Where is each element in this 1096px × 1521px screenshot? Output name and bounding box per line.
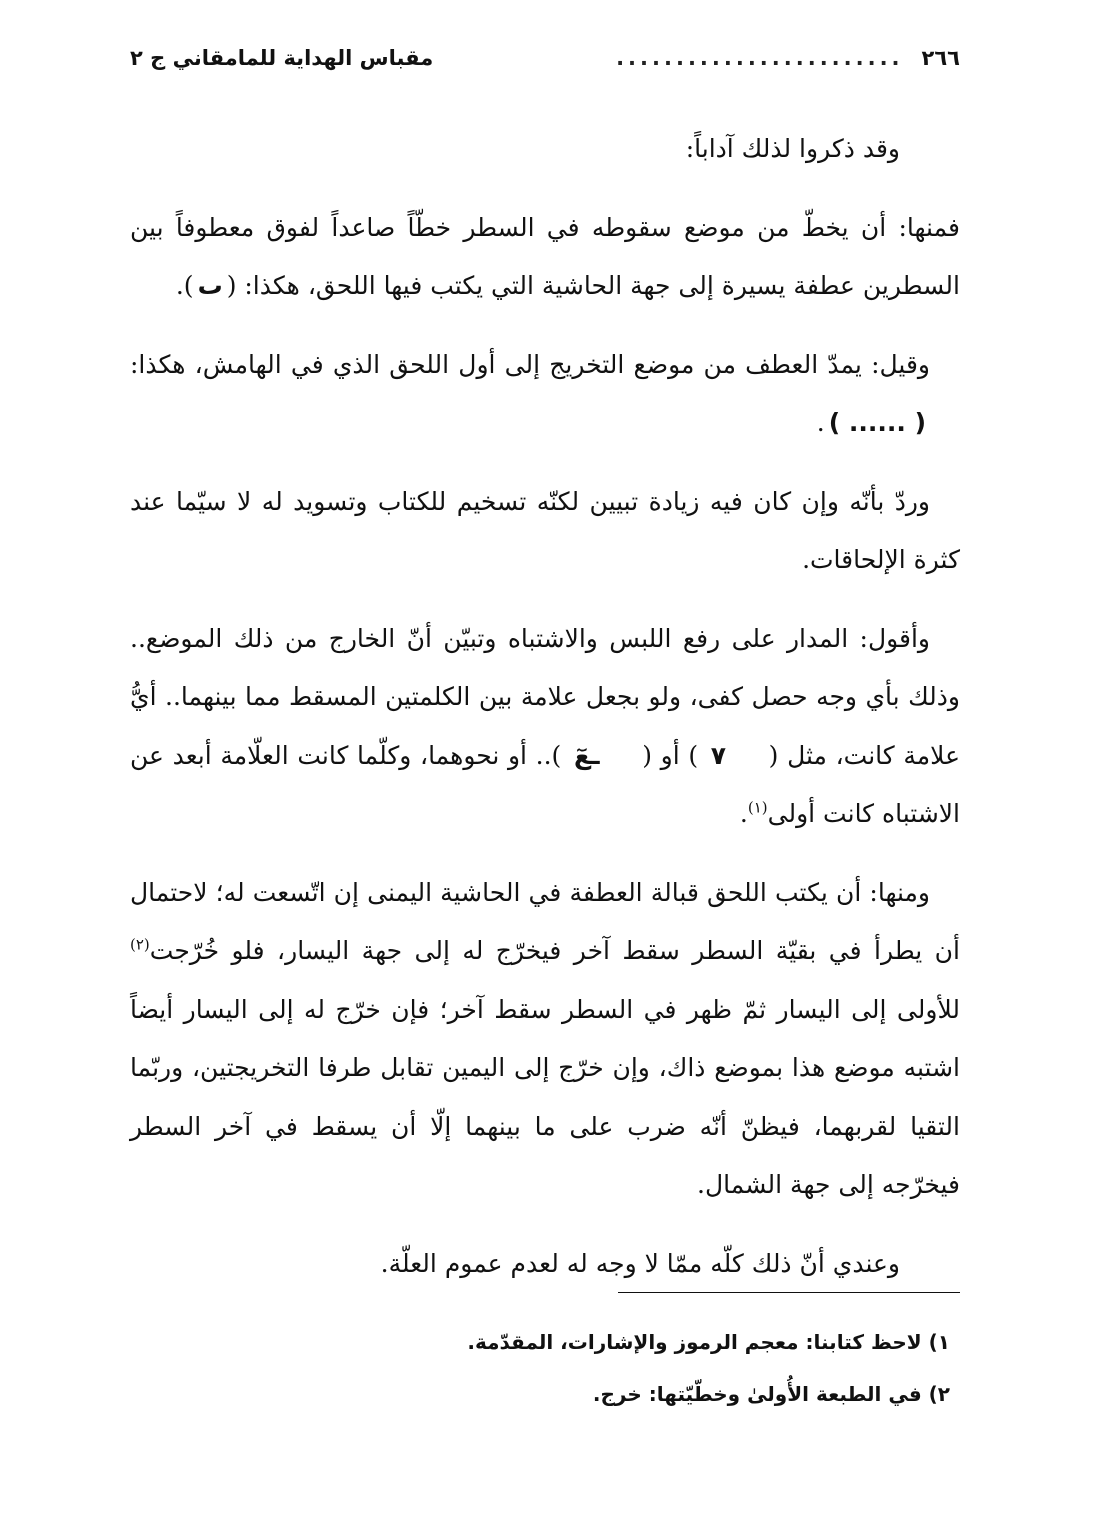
paragraph-6-text-b: للأولى إلى اليسار ثمّ ظهر في السطر سقط آخر؛ فإن خرّج له إلى اليسار أيضاً اشتبه موضع هذا بموضع ذاك، وإن خرّج إلى اليمين تقابل طرفا التخريجتين، وربّما التقيا لقربهما، فيظنّ أنّه ضرب على ما بينهما إلّا أن يسقط في آخر السطر فيخرّجه إلى جهة الشمال. [130, 994, 960, 1199]
footnote-ref-1[interactable]: (١) [747, 798, 768, 817]
footnotes [130, 1316, 960, 1420]
paragraph-2-end: ). [175, 271, 194, 300]
paragraph-3 [130, 336, 960, 453]
paragraph-6-text-a: ومنها: أن يكتب اللحق قبالة العطفة في الحاشية اليمنى إن اتّسعت له؛ لاحتمال أن يطرأ في بقيّة السطر سقط آخر فيخرّج له إلى جهة اليسار، فلو خُرّجت [130, 877, 960, 965]
paragraph-2-text: فمنها: أن يخطّ من موضع سقوطه في السطر خطّاً صاعداً لفوق معطوفاً بين السطرين عطفة يسيرة إلى جهة الحاشية التي يكتب فيها اللحق، هكذا: ( [130, 212, 960, 300]
header-leader-dots: ........................ [616, 46, 904, 70]
paragraph-7 [130, 1235, 960, 1294]
paragraph-5-text-c: ).. أو نحوهما، وكلّما كانت العلّامة أبعد عن الاشتباه كانت أولى [130, 740, 960, 828]
paragraph-6 [130, 864, 960, 1215]
paragraph-2 [130, 199, 960, 316]
paragraph-5-end: . [739, 799, 748, 828]
insertion-mark-symbol: ٮ [197, 271, 223, 300]
hook-mark-symbol: ـعٓ [573, 740, 600, 770]
caret-mark-symbol: ٧ [710, 740, 727, 770]
paragraph-1 [130, 120, 960, 179]
paragraph-7-text: وعندي أنّ ذلك كلّه ممّا لا وجه له لعدم عموم العلّة. [380, 1248, 900, 1278]
footnote-1: ١) لاحظ كتابنا: معجم الرموز والإشارات، المقدّمة. [467, 1330, 950, 1354]
paragraph-5-text-b: ) أو ( [642, 740, 699, 770]
paragraph-5-text-a: وأقول: المدار على رفع اللبس والاشتباه وتبيّن أنّ الخارج من ذلك الموضع.. وذلك بأي وجه حصل كفى، ولو بجعل علامة بين الكلمتين المسقط مما بينهما.. أيُّ علامة كانت، مثل ( [130, 623, 960, 770]
paragraph-3-end: . [816, 408, 825, 437]
body-text [130, 120, 960, 1313]
footnote-divider [618, 1292, 960, 1293]
footnote-ref-2[interactable]: (٢) [130, 935, 150, 954]
running-header [130, 38, 960, 78]
page-number: ٢٦٦ [921, 46, 960, 70]
extended-mark-symbol: (‎ ...... ‎) [828, 408, 926, 437]
paragraph-5 [130, 610, 960, 844]
footnote-2: ٢) في الطبعة الأُولىٰ وخطّيّتها: خرج. [592, 1382, 950, 1406]
book-title: مقباس الهداية للمامقاني ج ٢ [130, 46, 434, 70]
paragraph-1-text: وقد ذكروا لذلك آداباً: [685, 134, 900, 163]
paragraph-3-text: وقيل: يمدّ العطف من موضع التخريج إلى أول اللحق الذي في الهامش، هكذا: [130, 349, 930, 379]
paragraph-4-text: وردّ بأنّه وإن كان فيه زيادة تبيين لكنّه تسخيم للكتاب وتسويد له لا سيّما عند كثرة الإلحاقات. [130, 486, 960, 574]
paragraph-4 [130, 473, 960, 590]
